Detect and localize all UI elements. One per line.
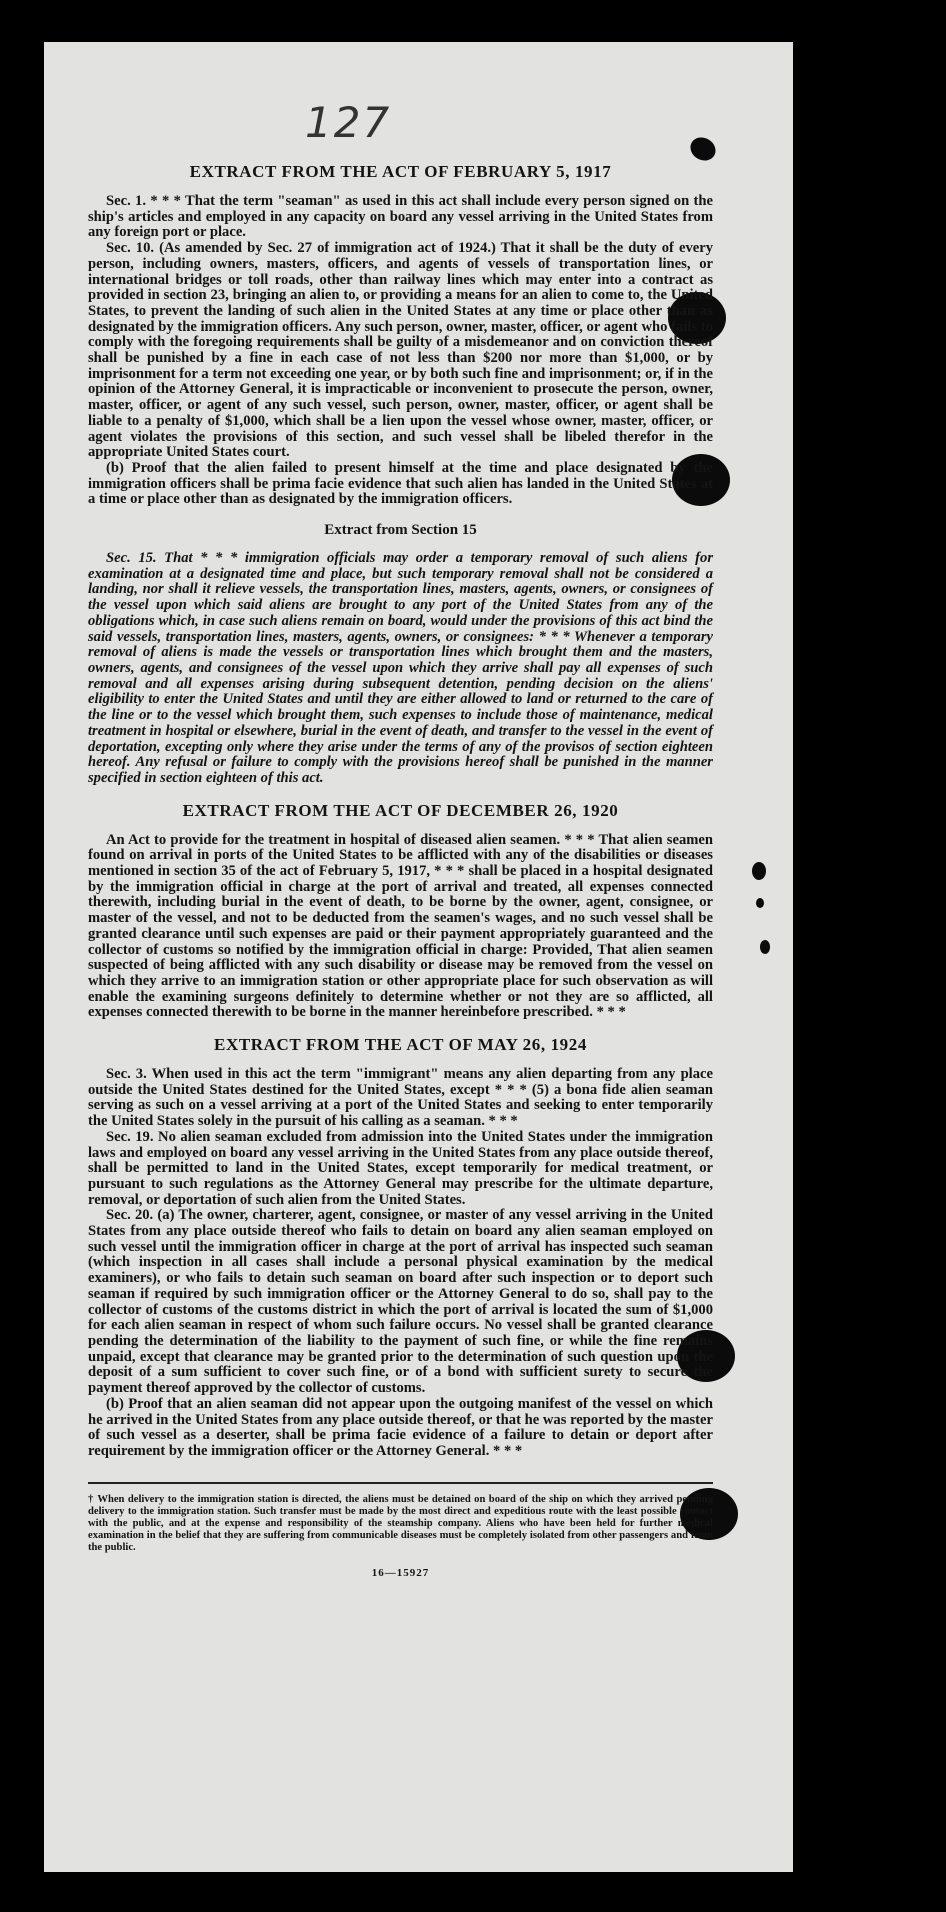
footnote: † When delivery to the immigration station is directed, the aliens must be detained on board of the ship on which they arrived pending delivery to the immigration station. Such transfer must be made by the most direct and expeditious route with the least possible contact with the public, and at the expense and responsibility of the steamship company. Aliens who have been held for further medical examination in the belief that they are suffering from communicable diseases must be completely isolated from other passengers and from the public. xyxy=(88,1482,713,1555)
heading-act-1917: EXTRACT FROM THE ACT OF FEBRUARY 5, 1917 xyxy=(189,162,612,181)
paragraph-sec-3: Sec. 3. When used in this act the term "immigrant" means any alien departing from any place outside the United States destined for the United States, except * * * (5) a bona fide alien seaman serving as such on a vessel arriving at a port of the United States and seeking to enter temporarily the United States solely in the pursuit of his calling as a seaman. * * * xyxy=(88,1066,713,1130)
paragraph-sec-20-a: Sec. 20. (a) The owner, charterer, agent, consignee, or master of any vessel arriving in the United States from any place outside thereof who fails to detain on board any alien seaman employed on such vessel until the immigration officer in charge at the port of arrival has inspected such seaman (which inspection in all cases shall include a personal physical examination by the medical examiners), or who fails to detain such seaman on board after such inspection or to deport such seaman if required by such immigration officer or the Attorney General to do so, shall pay to the collector of customs of the customs district in which the port of arrival is located the sum of $1,000 for each alien seaman in respect of whom such failure occurs. No vessel shall be granted clearance pending the determination of the liability to the payment of such fine, or while the fine remains unpaid, except that clearance may be granted prior to the determination of such question upon the deposit of a sum sufficient to cover such fine, or of a bond with sufficient surety to secure the payment thereof approved by the collector of customs. xyxy=(88,1207,713,1397)
page-code: 16—15927 xyxy=(371,1566,430,1579)
paragraph-act-1920: An Act to provide for the treatment in hospital of diseased alien seamen. * * * That alien seamen found on arrival in ports of the United States to be afflicted with any of the disabilities or diseases mentioned in section 35 of the act of February 5, 1917, * * * shall be placed in a hospital designated by the immigration official in charge at the port of arrival and treated, all expenses connected therewith, including burial in the event of death, to be borne by the owner, agent, consignee, or master of the vessel, and not to be deducted from the seamen's wages, and no such vessel shall be granted clearance until such expenses are paid or their payment appropriately guaranteed and the collector of customs so notified by the immigration official in charge: Provided, That alien seamen suspected of being afflicted with any such disability or disease may be removed from the vessel on which they arrive to an immigration station or other appropriate place for such observation as will enable the examining surgeons definitely to determine whether or not they are so afflicted, all expenses connected therewith to be borne in the manner hereinbefore prescribed. * * * xyxy=(88,831,713,1021)
heading-section-15: Extract from Section 15 xyxy=(324,522,477,539)
margin-mark-2 xyxy=(756,898,764,908)
paragraph-sec-19: Sec. 19. No alien seaman excluded from admission into the United States under the immigration laws and employed on board any vessel arriving in the United States from any place outside thereof, shall be permitted to land in the United States, except temporarily for medical treatment, or pursuant to such regulations as the Attorney General may prescribe for the ultimate departure, removal, or deportation of such alien from the United States. xyxy=(88,1128,713,1208)
margin-mark-1 xyxy=(752,862,766,880)
heading-act-1920: EXTRACT FROM THE ACT OF DECEMBER 26, 1920 xyxy=(182,800,619,820)
margin-mark-3 xyxy=(760,940,770,954)
paragraph-sec-1: Sec. 1. * * * That the term "seaman" as used in this act shall include every person signed on the ship's articles and employed in any capacity on board any vessel arriving in the United States from any foreign port or place. xyxy=(88,193,713,241)
paragraph-sec-20-b: (b) Proof that an alien seaman did not appear upon the outgoing manifest of the vessel on which he arrived in the United States from any place outside thereof, or that he was reported by the master of such vessel as a deserter, shall be prima facie evidence of a failure to detain or deport after requirement by the immigration officer or the Attorney General. * * * xyxy=(88,1395,713,1459)
paragraph-sec-10: Sec. 10. (As amended by Sec. 27 of immigration act of 1924.) That it shall be the duty of every person, including owners, masters, officers, and agents of vessels of transportation lines, or international bridges or toll roads, other than railway lines which may enter into a contract as provided in section 23, bringing an alien to, or providing a means for an alien to come to, the United States, to prevent the landing of such alien in the United States at any time or place other than as designated by the immigration officers. Any such person, owner, master, officer, or agent who fails to comply with the foregoing requirements shall be guilty of a misdemeanor and on conviction thereof shall be punished by a fine in each case of not less than $200 nor more than $1,000, or by imprisonment for a term not exceeding one year, or by both such fine and imprisonment; or, if in the opinion of the Attorney General, it is impracticable or inconvenient to prosecute the person, owner, master, officer, or agent of any such vessel, such person, owner, master, officer, or agent shall be liable to a penalty of $1,000, which shall be a lien upon the vessel whose owner, master, officer, or agent violates the provisions of this section, and such vessel shall be libeled therefor in the appropriate United States court. xyxy=(88,240,713,461)
paragraph-sec-10-b: (b) Proof that the alien failed to present himself at the time and place designated by the immigration officers shall be prima facie evidence that such alien has landed in the United States at a time or place other than as designated by the immigration officers. xyxy=(88,459,713,508)
handwritten-page-number: 127 xyxy=(305,98,392,147)
document-content xyxy=(88,118,713,1579)
paragraph-sec-15: Sec. 15. That * * * immigration officials may order a temporary removal of such aliens for examination at a designated time and place, but such temporary removal shall not be considered a landing, nor shall it relieve vessels, the transportation lines, masters, agents, owners, or consignees of the vessel upon which said aliens are brought to any port of the United States from any of the obligations which, in case such aliens remain on board, would under the provisions of this act bind the said vessels, transportation lines, masters, agents, owners, or consignees: * * * Whenever a temporary removal of aliens is made the vessels or transportation lines which brought them and the masters, owners, agents, and consignees of the vessel upon which they arrive shall pay all expenses of such removal and all expenses arising during subsequent detention, pending decision on the aliens' eligibility to enter the United States and until they are either allowed to land or returned to the care of the line or to the vessel which brought them, such expenses to include those of maintenance, medical treatment in hospital or elsewhere, burial in the event of death, and transfer to the vessel in the event of deportation, excepting only where they arise under the terms of any of the provisos of section eighteen hereof. Any refusal or failure to comply with the provisions hereof shall be punished in the manner specified in section eighteen of this act. xyxy=(88,550,713,786)
heading-act-1924: EXTRACT FROM THE ACT OF MAY 26, 1924 xyxy=(214,1035,587,1055)
